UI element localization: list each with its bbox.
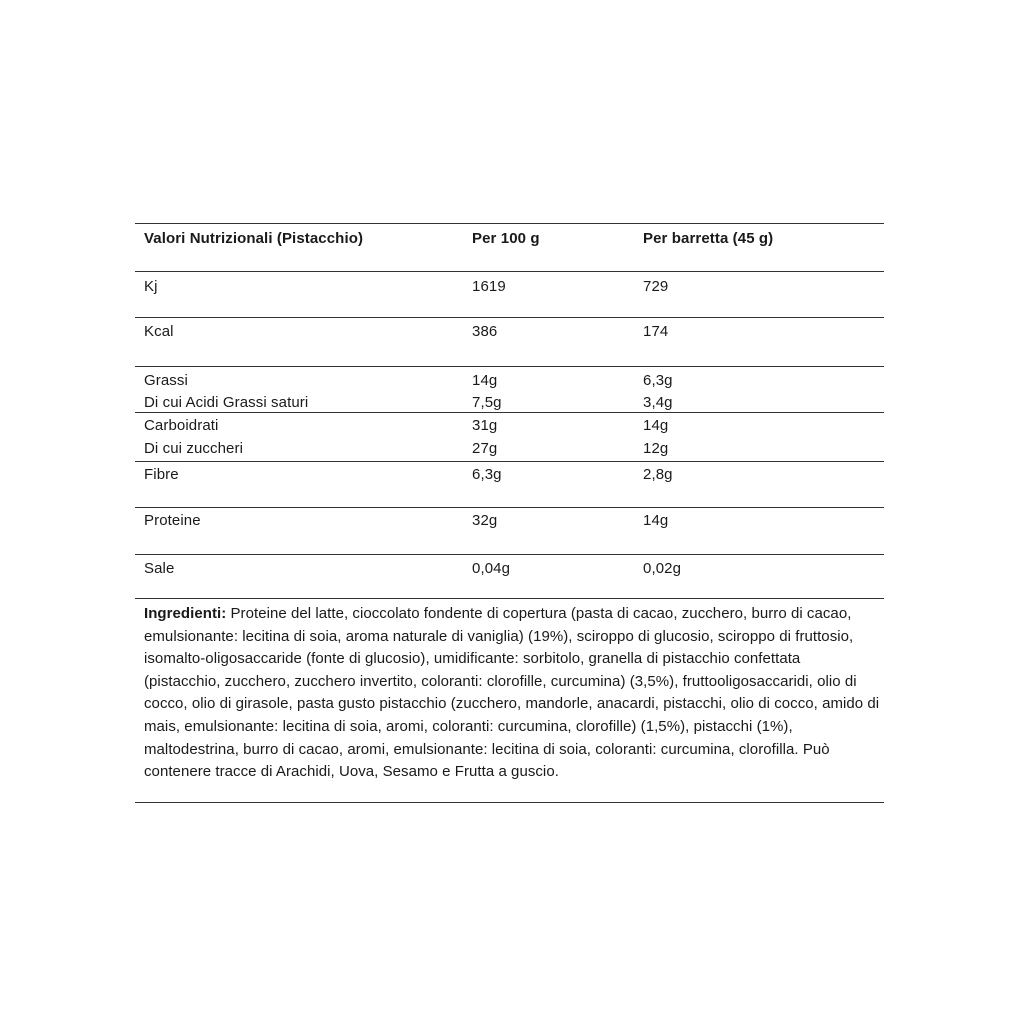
row-kcal-perbar: 174	[643, 323, 669, 340]
ingredients-paragraph	[144, 603, 880, 784]
row-kj-per100: 1619	[472, 278, 506, 295]
row-carboidrati-per100: 31g	[472, 417, 498, 434]
row-zuccheri-per100: 27g	[472, 440, 498, 457]
row-grassi-per100: 14g	[472, 372, 498, 389]
row-zuccheri-name: Di cui zuccheri	[144, 440, 244, 457]
row-saturi-per100: 7,5g	[472, 394, 502, 411]
row-divider	[135, 366, 884, 367]
ingredients-label: Ingredienti:	[144, 605, 227, 622]
ingredients-text: Proteine del latte, cioccolato fondente di copertura (pasta di cacao, zucchero, burro di cacao, emulsionante: lecitina di soia, aroma naturale di vaniglia) (19%), sciroppo di glucosio, sciroppo di fruttosio, isomalto-oligosaccaride (fonte di glucosio), umidificante: sorbitolo, granella di pistacchio confettata (pistacchio, zucchero, zucchero invertito, coloranti: clorofille, curcumina) (3,5%), fruttooligosaccaridi, olio di cocco, olio di girasole, pasta gusto pistacchio (zucchero, mandorle, anacardi, pistacchi, olio di cocco, amido di mais, emulsionante: lecitina di soia, aromi, coloranti: curcumina, clorofille) (1,5%), pistacchi (1%), maltodestrina, burro di cacao, aromi, emulsionante: lecitina di soia, coloranti: curcumina, clorofilla. Può contenere tracce di Arachidi, Uova, Sesamo e Frutta a guscio.	[144, 605, 880, 781]
row-proteine-per100: 32g	[472, 512, 498, 529]
header-per-100g: Per 100 g	[472, 230, 540, 247]
row-divider	[135, 461, 884, 462]
row-divider	[135, 554, 884, 555]
row-kj-perbar: 729	[643, 278, 669, 295]
row-saturi-name: Di cui Acidi Grassi saturi	[144, 394, 309, 411]
row-grassi-perbar: 6,3g	[643, 372, 673, 389]
row-grassi-name: Grassi	[144, 372, 188, 389]
row-divider	[135, 507, 884, 508]
row-proteine-name: Proteine	[144, 512, 201, 529]
row-kj-name: Kj	[144, 278, 158, 295]
row-zuccheri-perbar: 12g	[643, 440, 669, 457]
row-kcal-name: Kcal	[144, 323, 174, 340]
row-sale-perbar: 0,02g	[643, 560, 682, 577]
row-carboidrati-name: Carboidrati	[144, 417, 219, 434]
row-fibre-perbar: 2,8g	[643, 466, 673, 483]
row-fibre-name: Fibre	[144, 466, 179, 483]
table-bottom-rule	[135, 598, 884, 599]
row-sale-per100: 0,04g	[472, 560, 511, 577]
row-kcal-per100: 386	[472, 323, 498, 340]
row-saturi-perbar: 3,4g	[643, 394, 673, 411]
row-sale-name: Sale	[144, 560, 175, 577]
header-per-bar: Per barretta (45 g)	[643, 230, 774, 247]
table-top-rule	[135, 223, 884, 224]
row-fibre-per100: 6,3g	[472, 466, 502, 483]
row-proteine-perbar: 14g	[643, 512, 669, 529]
header-bottom-rule	[135, 271, 884, 272]
ingredients-bottom-rule	[135, 802, 884, 803]
row-divider	[135, 317, 884, 318]
row-carboidrati-perbar: 14g	[643, 417, 669, 434]
header-nutrition-label: Valori Nutrizionali (Pistacchio)	[144, 230, 364, 247]
